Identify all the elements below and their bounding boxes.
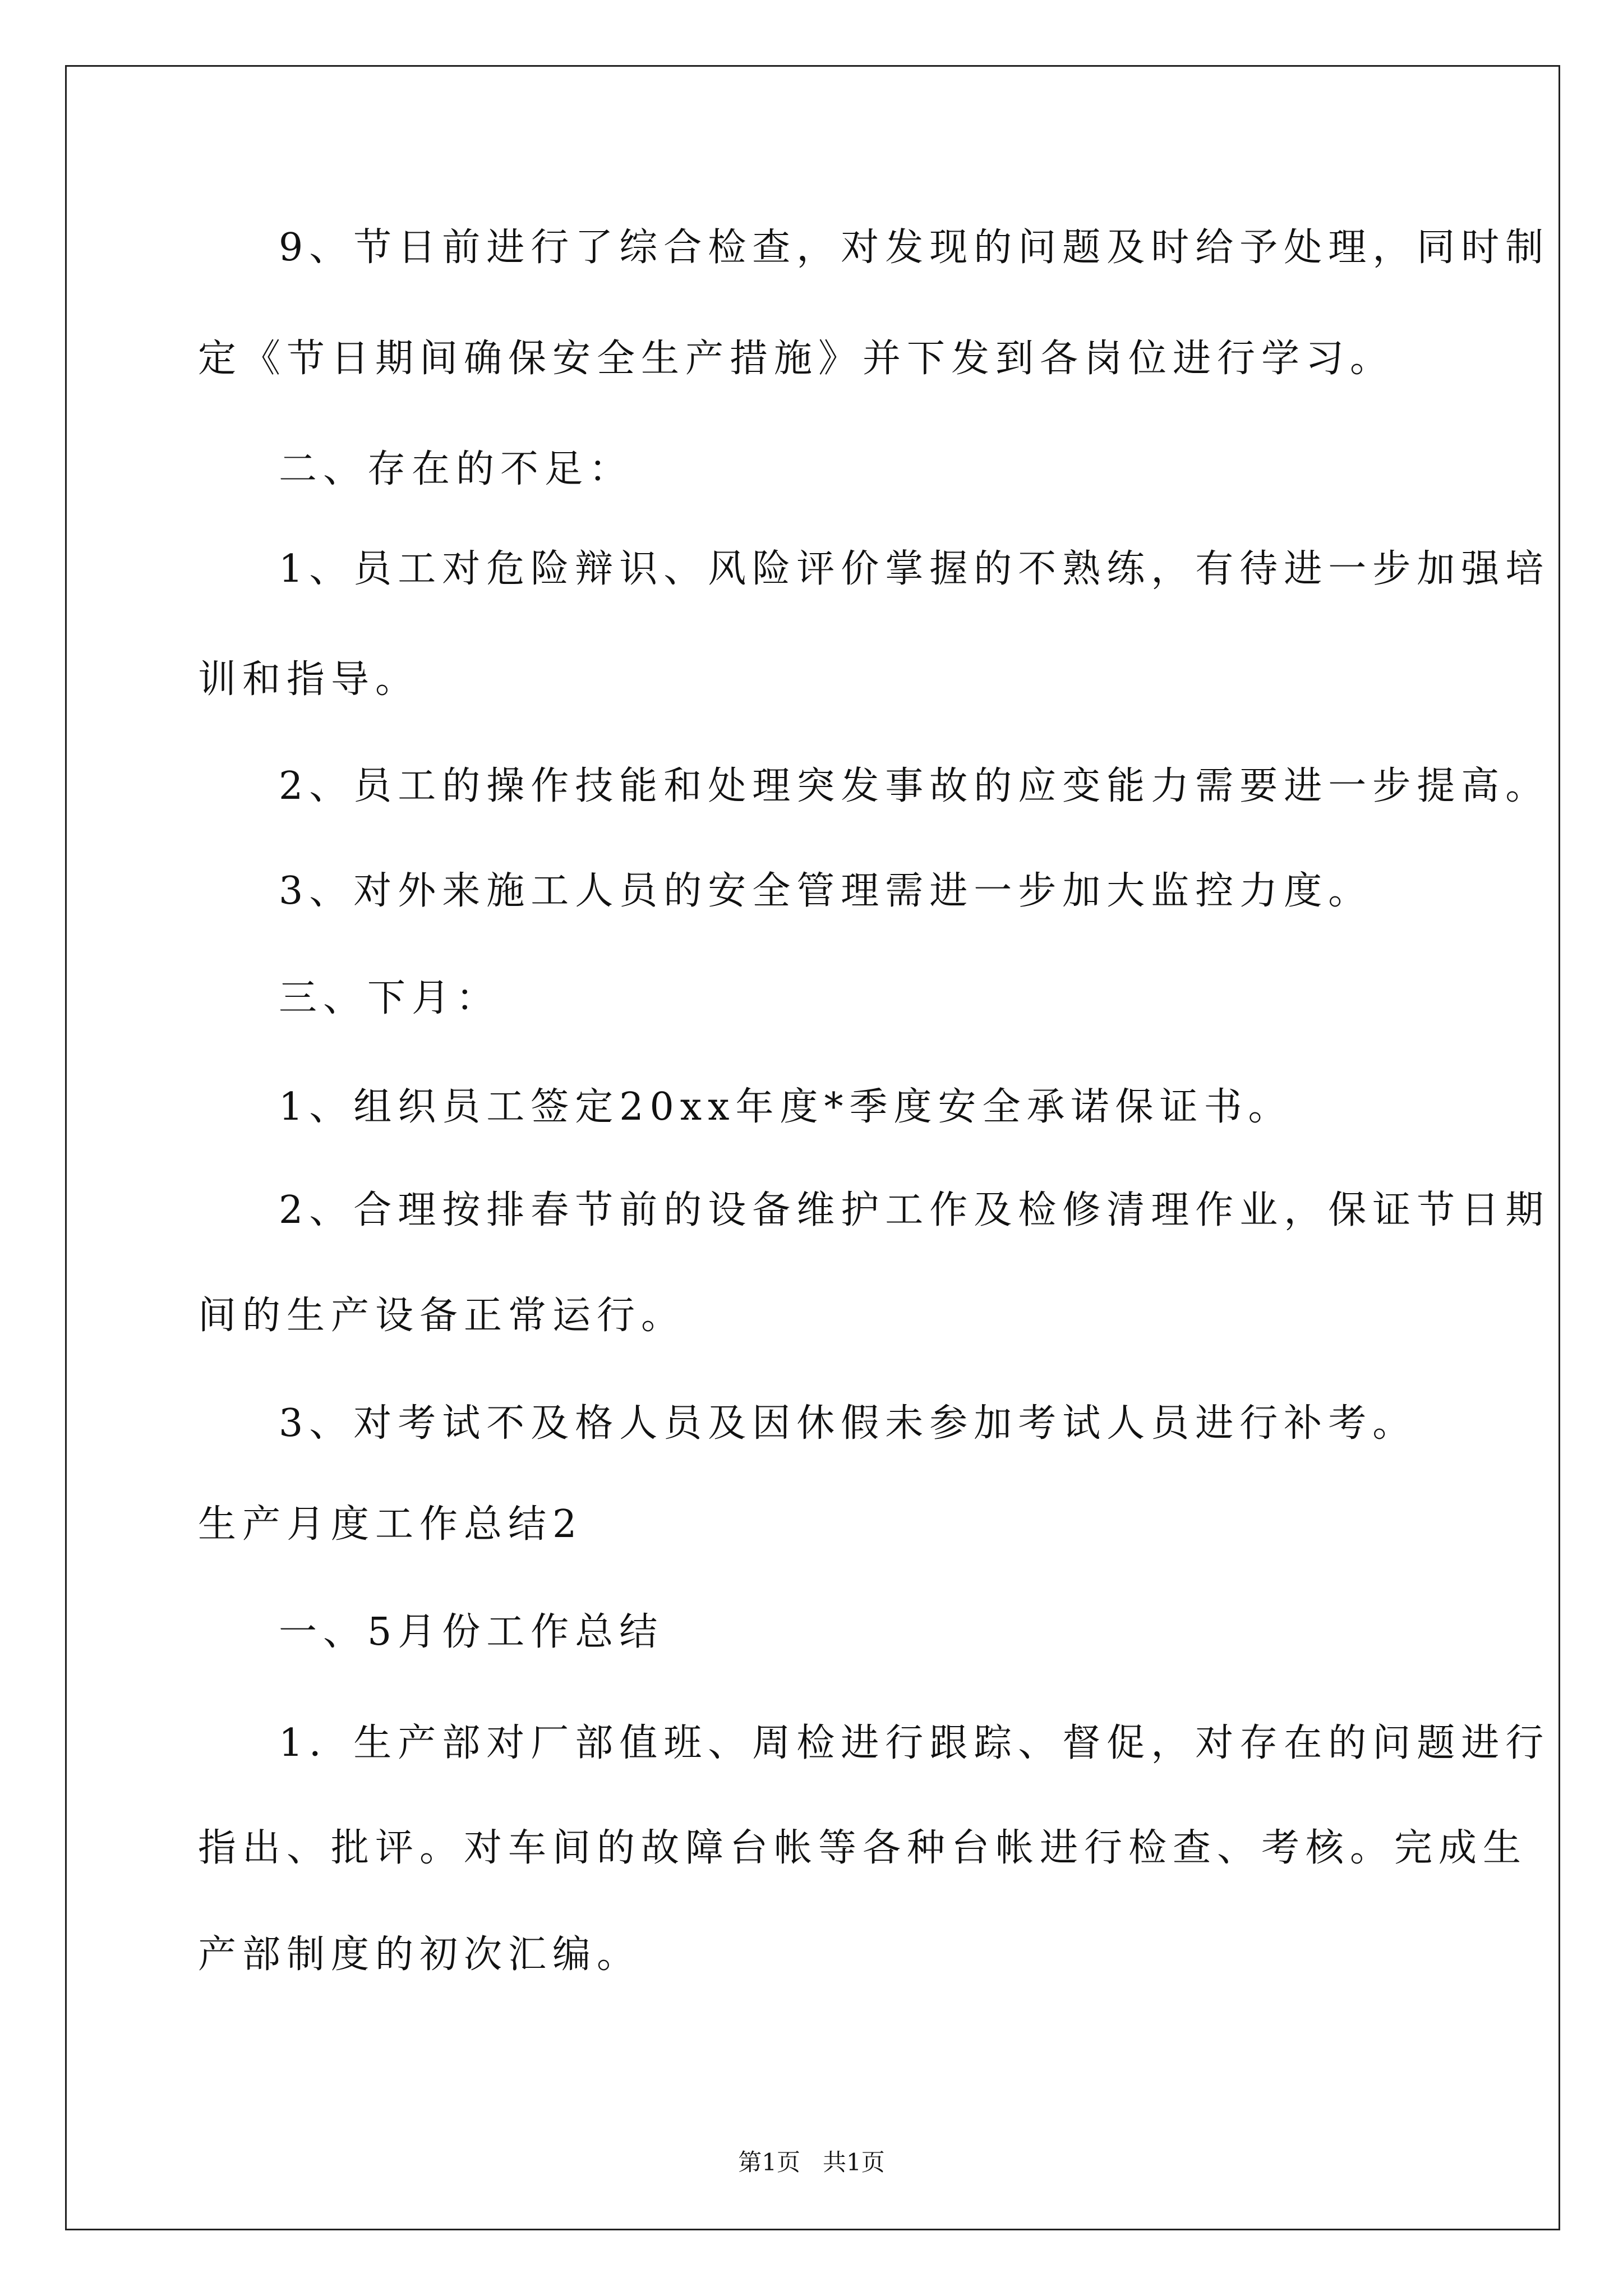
section-heading: 一、5月份工作总结 (279, 1610, 664, 1654)
text-line: 3、对考试不及格人员及因休假未参加考试人员进行补考。 (279, 1401, 1417, 1446)
text-line: 指出、批评。对车间的故障台帐等各种台帐进行检查、考核。完成生 (198, 1826, 1528, 1870)
text-line: 1．生产部对厂部值班、周检进行跟踪、督促，对存在的问题进行 (279, 1721, 1550, 1765)
text-line: 间的生产设备正常运行。 (198, 1294, 686, 1338)
section-heading: 三、下月： (279, 976, 501, 1020)
document-title: 生产月度工作总结2 (198, 1502, 583, 1547)
text-line: 2、合理按排春节前的设备维护工作及检修清理作业，保证节日期 (279, 1188, 1550, 1232)
text-line: 1、员工对危险辩识、风险评价掌握的不熟练，有待进一步加强培 (279, 547, 1550, 591)
text-line: 2、员工的操作技能和处理突发事故的应变能力需要进一步提高。 (279, 764, 1550, 808)
text-line: 产部制度的初次汇编。 (198, 1932, 642, 1977)
text-line: 训和指导。 (198, 657, 420, 702)
page-border (65, 65, 1560, 2230)
text-line: 定《节日期间确保安全生产措施》并下发到各岗位进行学习。 (198, 337, 1395, 381)
section-heading: 二、存在的不足： (279, 447, 634, 491)
text-line: 3、对外来施工人员的安全管理需进一步加大监控力度。 (279, 869, 1373, 913)
text-line: 1、组织员工签定20xx年度*季度安全承诺保证书。 (279, 1085, 1293, 1129)
page-number: 第1页 共1页 (738, 2148, 885, 2176)
text-line: 9、节日前进行了综合检查，对发现的问题及时给予处理，同时制 (279, 226, 1550, 270)
